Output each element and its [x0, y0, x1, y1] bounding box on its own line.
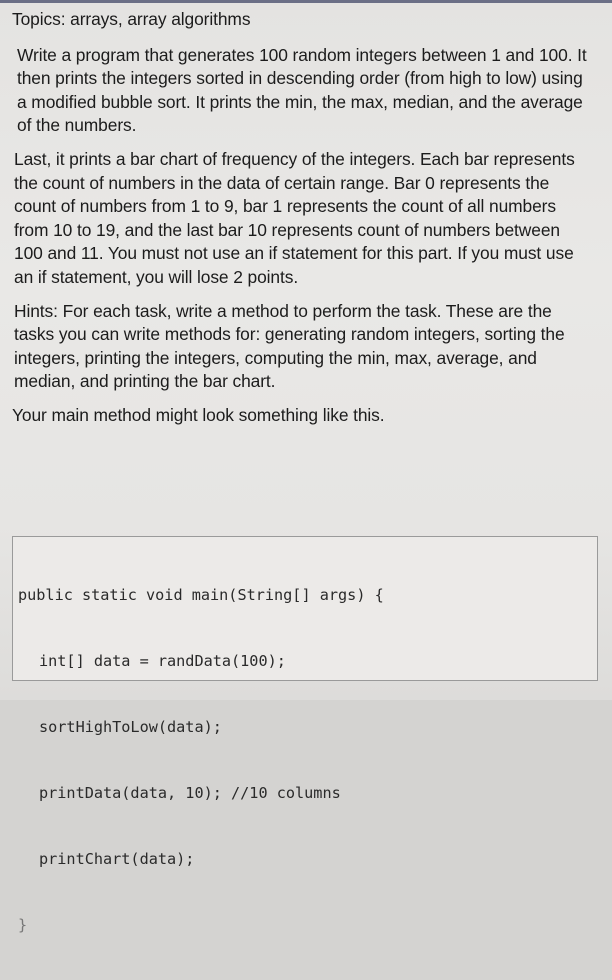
code-sample	[13, 537, 597, 934]
code-line: int[] data = randData(100);	[39, 652, 286, 670]
topics-heading: Topics: arrays, array algorithms	[12, 9, 251, 29]
paragraph-bar-chart: Last, it prints a bar chart of frequency of the integers. Each bar represents the count of numbers in the data of certain range. Bar 0 represents the count of numbers from 1 to 9, bar 1 represents the count of all numbers from 10 to 19, and the last bar 10 represents count of numbers between 100 and 11. You must not use an if statement for this part. If you must use an if statement, you will lose 2 points.	[14, 148, 575, 287]
paragraph-hints: Hints: For each task, write a method to perform the task. These are the tasks you can write methods for: generating random integers, sorting the integers, printing the integers, computing the min, max, average, and median, and printing the bar chart.	[14, 300, 565, 392]
code-line: printChart(data);	[39, 850, 195, 868]
code-line: printData(data, 10); //10 columns	[39, 784, 341, 802]
top-edge-strip	[0, 0, 612, 3]
code-line: sortHighToLow(data);	[39, 718, 222, 736]
paragraph-main-method: Your main method might look something like this.	[12, 404, 385, 425]
assignment-text	[12, 8, 592, 438]
code-line: public static void main(String[] args) {	[18, 586, 384, 604]
paragraph-requirements: Write a program that generates 100 random integers between 1 and 100. It then prints the integers sorted in descending order (from high to low) using a modified bubble sort. It prints the min, the max, median, and the average of the numbers.	[17, 44, 587, 136]
code-sample-box	[12, 536, 598, 934]
code-line: }	[18, 916, 28, 934]
